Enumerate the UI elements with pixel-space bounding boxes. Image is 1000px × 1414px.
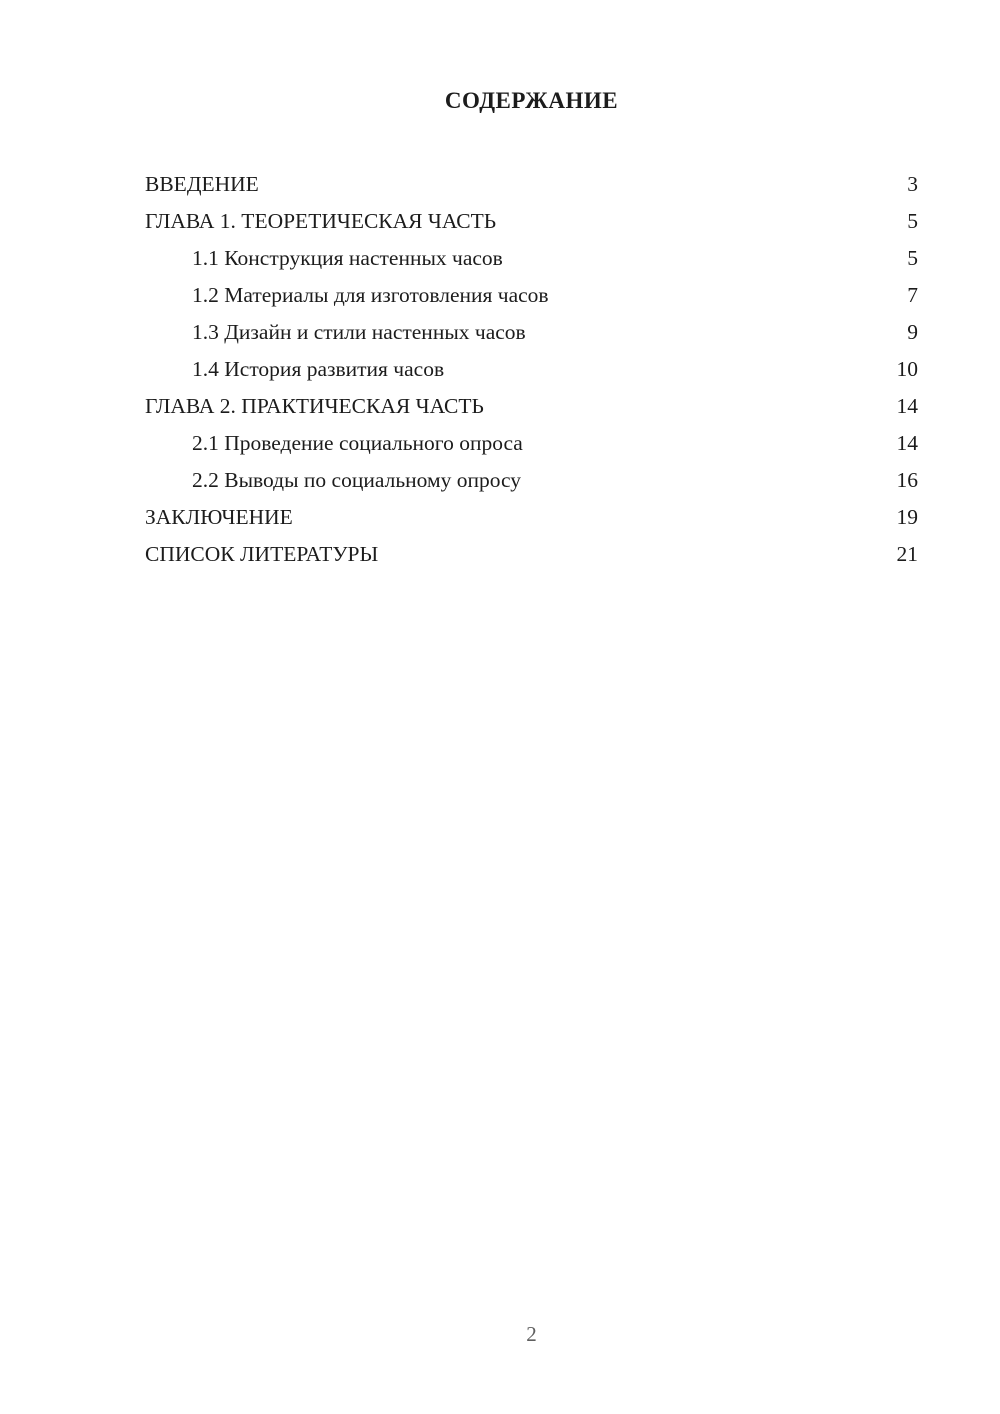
toc-entry-label: СПИСОК ЛИТЕРАТУРЫ	[145, 542, 379, 566]
toc-entry	[145, 166, 918, 203]
toc-entry-label: 1.4 История развития часов	[192, 357, 445, 381]
toc-entry-label: ГЛАВА 1. ТЕОРЕТИЧЕСКАЯ ЧАСТЬ	[145, 209, 497, 233]
toc-entry	[145, 499, 918, 536]
toc-entry-label: ВВЕДЕНИЕ	[145, 172, 259, 196]
toc-entry-label: ГЛАВА 2. ПРАКТИЧЕСКАЯ ЧАСТЬ	[145, 394, 484, 418]
page-number: 2	[526, 1322, 537, 1346]
toc-entry-page-number: 16	[896, 468, 918, 492]
toc-entry-page-number: 19	[896, 505, 918, 529]
toc-entry-page-number: 14	[896, 431, 918, 455]
toc-entry	[145, 277, 918, 314]
toc-entry-label: ЗАКЛЮЧЕНИЕ	[145, 505, 293, 529]
toc-entry-page-number: 7	[907, 283, 918, 307]
toc-entry	[145, 314, 918, 351]
toc-entry-label: 2.1 Проведение социального опроса	[192, 431, 523, 455]
toc-entry-page-number: 3	[907, 172, 918, 196]
toc-entry	[145, 240, 918, 277]
toc-entry	[145, 425, 918, 462]
toc-entry-page-number: 14	[896, 394, 918, 418]
toc-entry-page-number: 9	[907, 320, 918, 344]
toc-entry-label: 1.2 Материалы для изготовления часов	[192, 283, 549, 307]
toc-entry-page-number: 21	[896, 542, 918, 566]
toc-entry-page-number: 5	[907, 246, 918, 270]
toc-entry-label: 1.3 Дизайн и стили настенных часов	[192, 320, 526, 344]
toc-entry	[145, 351, 918, 388]
toc-entry	[145, 536, 918, 573]
toc-entry	[145, 388, 918, 425]
toc-entry-label: 2.2 Выводы по социальному опросу	[192, 468, 522, 492]
toc-entry	[145, 203, 918, 240]
table-of-contents	[145, 166, 918, 573]
toc-entry-page-number: 5	[907, 209, 918, 233]
toc-entry-page-number: 10	[896, 357, 918, 381]
page-title: СОДЕРЖАНИЕ	[444, 88, 619, 113]
toc-entry-label: 1.1 Конструкция настенных часов	[192, 246, 503, 270]
toc-entry	[145, 462, 918, 499]
